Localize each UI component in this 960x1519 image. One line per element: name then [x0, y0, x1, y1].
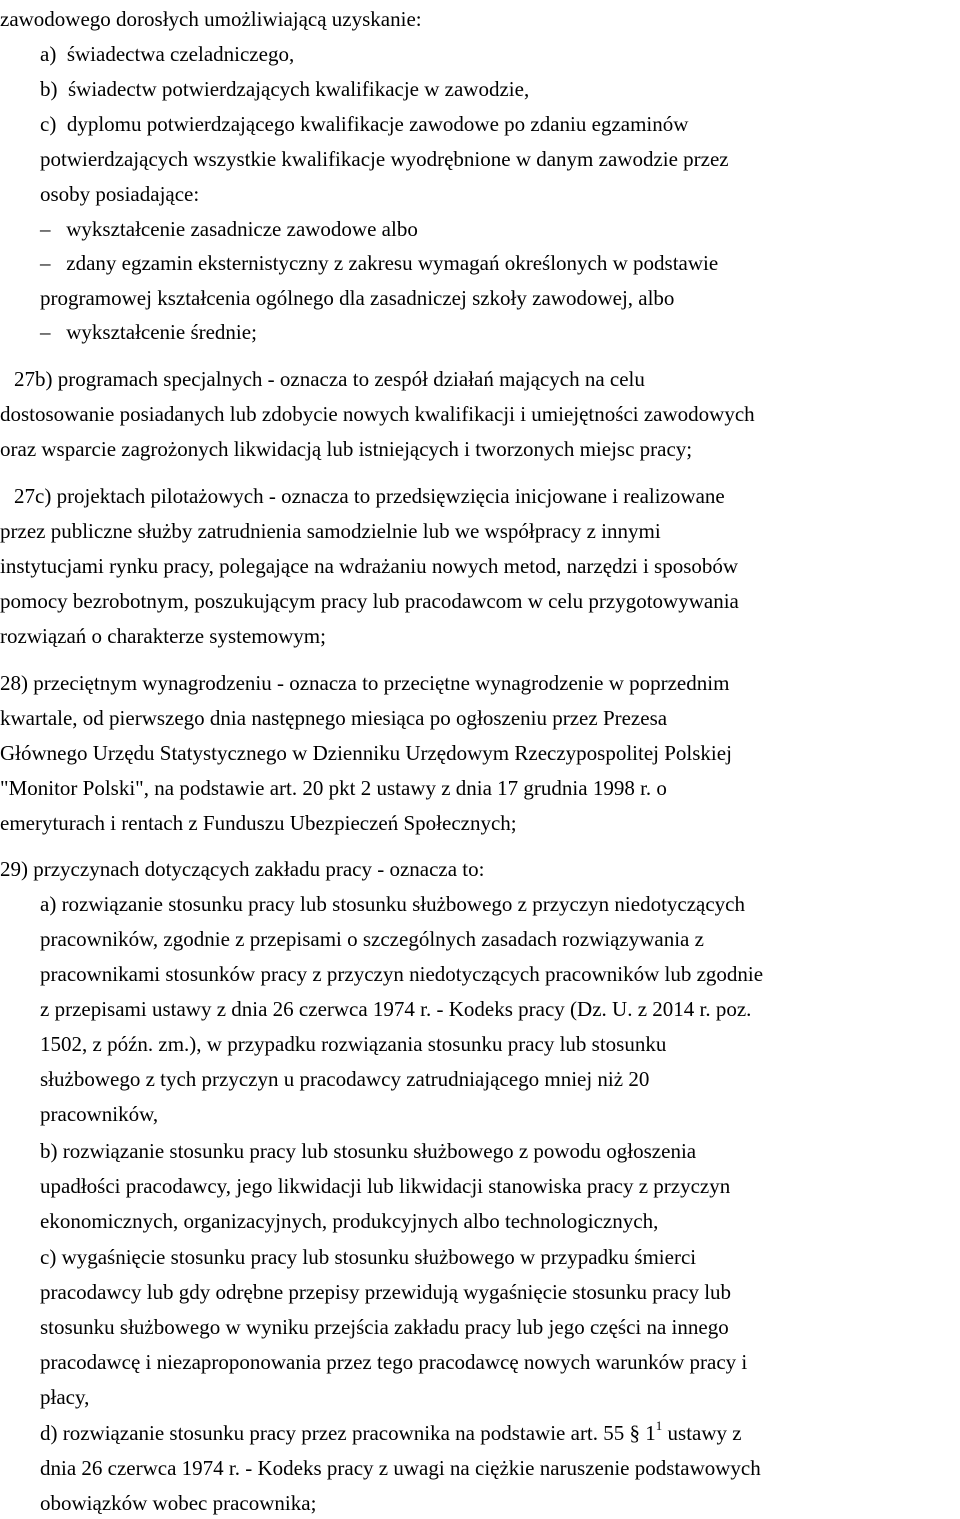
superscript: 1	[655, 1418, 663, 1433]
definition-29-a-cont: 1502, z późn. zm.), w przypadku rozwiązania stosunku pracy lub stosunku	[40, 1032, 667, 1056]
list-item-a: a) świadectwa czeladniczego,	[40, 42, 295, 66]
definition-29-c-cont: pracodawcę i niezaproponowania przez tego pracodawcę nowych warunków pracy i	[40, 1350, 748, 1374]
definition-28-cont: "Monitor Polski", na podstawie art. 20 pkt 2 ustawy z dnia 17 grudnia 1998 r. o	[0, 776, 667, 800]
definition-29-a-cont: pracowników, zgodnie z przepisami o szczególnych zasadach rozwiązywania z	[40, 927, 704, 951]
dash-item-cont: programowej kształcenia ogólnego dla zasadniczej szkoły zawodowej, albo	[40, 286, 675, 310]
definition-29-a-cont: służbowego z tych przyczyn u pracodawcy zatrudniającego mniej niż 20	[40, 1067, 650, 1091]
definition-27c-cont: pomocy bezrobotnym, poszukującym pracy lub pracodawcom w celu przygotowywania	[0, 589, 739, 613]
definition-28-cont: emeryturach i rentach z Funduszu Ubezpieczeń Społecznych;	[0, 811, 517, 835]
dash-item: – zdany egzamin eksternistyczny z zakresu wymagań określonych w podstawie	[40, 251, 719, 275]
definition-27b-cont: dostosowanie posiadanych lub zdobycie nowych kwalifikacji i umiejętności zawodowych	[0, 402, 755, 426]
list-item-c-cont: potwierdzających wszystkie kwalifikacje wyodrębnione w danym zawodzie przez	[40, 147, 729, 171]
definition-29-b-cont: upadłości pracodawcy, jego likwidacji lub likwidacji stanowiska pracy z przyczyn	[40, 1174, 731, 1198]
dash-item: – wykształcenie średnie;	[40, 320, 257, 344]
definition-29-c: c) wygaśnięcie stosunku pracy lub stosunku służbowego w przypadku śmierci	[40, 1245, 697, 1269]
definition-28: 28) przeciętnym wynagrodzeniu - oznacza to przeciętne wynagrodzenie w poprzednim	[0, 671, 730, 695]
definition-28-cont: Głównego Urzędu Statystycznego w Dzienniku Urzędowym Rzeczypospolitej Polskiej	[0, 741, 732, 765]
list-item-b: b) świadectw potwierdzających kwalifikacje w zawodzie,	[40, 77, 530, 101]
definition-29-d-cont: dnia 26 czerwca 1974 r. - Kodeks pracy z uwagi na ciężkie naruszenie podstawowych	[40, 1456, 761, 1480]
definition-29-b-cont: ekonomicznych, organizacyjnych, produkcyjnych albo technologicznych,	[40, 1209, 659, 1233]
definition-29-c-cont: pracodawcy lub gdy odrębne przepisy przewidują wygaśnięcie stosunku pracy lub	[40, 1280, 732, 1304]
list-item-c: c) dyplomu potwierdzającego kwalifikacje zawodowe po zdaniu egzaminów	[40, 112, 689, 136]
definition-29-d-cont: obowiązków wobec pracownika;	[40, 1491, 317, 1515]
definition-29-a-cont: pracownikami stosunków pracy z przyczyn niedotyczących pracowników lub zgodnie	[40, 962, 764, 986]
definition-29: 29) przyczynach dotyczących zakładu pracy - oznacza to:	[0, 857, 485, 881]
definition-27c-cont: rozwiązań o charakterze systemowym;	[0, 624, 326, 648]
definition-27c: 27c) projektach pilotażowych - oznacza to przedsięwzięcia inicjowane i realizowane	[14, 484, 725, 508]
definition-27b: 27b) programach specjalnych - oznacza to zespół działań mających na celu	[14, 367, 645, 391]
definition-29-d: d) rozwiązanie stosunku pracy przez pracownika na podstawie art. 55 § $1^1$ ustawy z	[40, 1418, 742, 1445]
definition-29-a-cont: z przepisami ustawy z dnia 26 czerwca 1974 r. - Kodeks pracy (Dz. U. z 2014 r. poz.	[40, 997, 752, 1021]
definition-29-c-cont: stosunku służbowego w wyniku przejścia zakładu pracy lub jego części na innego	[40, 1315, 729, 1339]
definition-28-cont: kwartale, od pierwszego dnia następnego miesiąca po ogłoszeniu przez Prezesa	[0, 706, 668, 730]
definition-29-b: b) rozwiązanie stosunku pracy lub stosunku służbowego z powodu ogłoszenia	[40, 1139, 697, 1163]
definition-27c-cont: instytucjami rynku pracy, polegające na wdrażaniu nowych metod, narzędzi i sposobów	[0, 554, 739, 578]
intro-line: zawodowego dorosłych umożliwiającą uzyskanie:	[0, 7, 422, 31]
definition-27b-cont: oraz wsparcie zagrożonych likwidacją lub istniejących i tworzonych miejsc pracy;	[0, 437, 693, 461]
definition-29-a: a) rozwiązanie stosunku pracy lub stosunku służbowego z przyczyn niedotyczących	[40, 892, 746, 916]
list-item-c-cont: osoby posiadające:	[40, 182, 200, 206]
definition-27c-cont: przez publiczne służby zatrudnienia samodzielnie lub we współpracy z innymi	[0, 519, 661, 543]
dash-item: – wykształcenie zasadnicze zawodowe albo	[40, 217, 418, 241]
definition-29-a-cont: pracowników,	[40, 1102, 159, 1126]
definition-29-c-cont: płacy,	[40, 1385, 90, 1409]
